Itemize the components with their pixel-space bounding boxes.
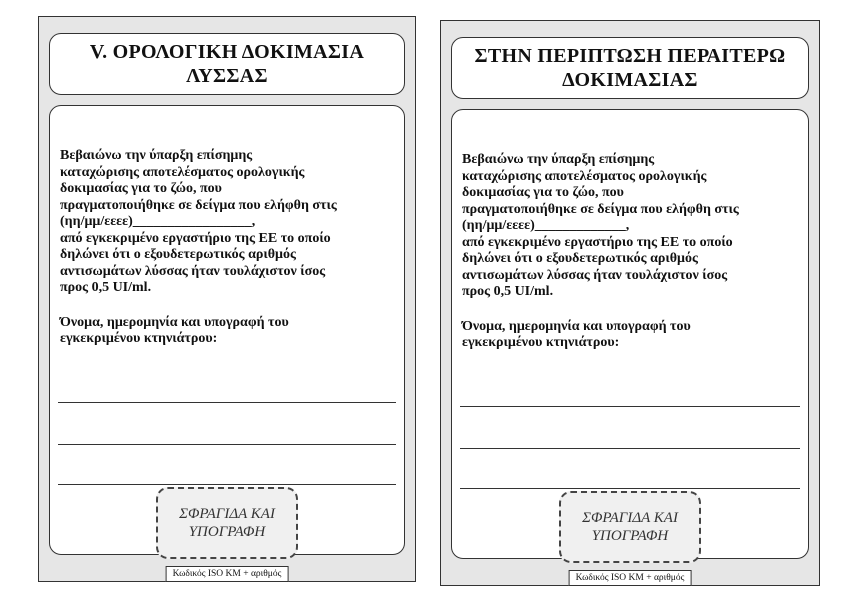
certification-line: αντισωμάτων λύσσας ήταν τουλάχιστον ίσος [462, 267, 728, 283]
stamp-label: ΣΦΡΑΓΙΔΑ ΚΑΙ [179, 506, 275, 522]
passport-page-further-test [440, 20, 820, 586]
sign-label-line: Όνομα, ημερομηνία και υπογραφή του [60, 314, 289, 330]
section-title: V. ΟΡΟΛΟΓΙΚΗ ΔΟΚΙΜΑΣΙΑ ΛΥΣΣΑΣ [89, 41, 365, 87]
date-field-line[interactable]: (ηη/μμ/εεεε)_________________, [60, 214, 256, 229]
certification-line: δοκιμασίας για το ζώο, που [60, 181, 222, 196]
certification-line: καταχώρισης αποτελέσματος ορολογικής [462, 168, 707, 184]
signature-line[interactable] [460, 406, 800, 407]
certification-line: από εγκεκριμένο εργαστήριο της ΕΕ το οποίο [462, 234, 733, 250]
certification-line: Βεβαιώνω την ύπαρξη επίσημης [462, 152, 655, 167]
sign-label-line: εγκεκριμένου κτηνιάτρου: [462, 335, 620, 350]
certification-line: πραγματοποιήθηκε σε δείγμα που ελήφθη στις [60, 197, 337, 213]
certification-line: αντισωμάτων λύσσας ήταν τουλάχιστον ίσος [60, 263, 326, 279]
certification-line: καταχώρισης αποτελέσματος ορολογικής [60, 164, 305, 180]
passport-page-rabies-test [38, 16, 416, 582]
signature-line[interactable] [58, 484, 396, 485]
certification-text [462, 152, 798, 301]
certification-line: προς 0,5 UI/ml. [462, 284, 554, 299]
stamp-label: ΥΠΟΓΡΑΦΗ [188, 524, 266, 540]
certification-line: πραγματοποιήθηκε σε δείγμα που ελήφθη στις [462, 201, 739, 217]
signature-line[interactable] [460, 488, 800, 489]
certification-line: από εγκεκριμένο εργαστήριο της ΕΕ το οποίο [60, 230, 331, 246]
certification-text [60, 148, 394, 297]
stamp-label: ΥΠΟΓΡΑΦΗ [591, 528, 669, 544]
signature-line[interactable] [58, 444, 396, 445]
certification-line: δηλώνει ότι ο εξουδετερωτικός αριθμός [462, 251, 698, 266]
stamp-signature-box[interactable] [559, 491, 701, 563]
section-title-box [451, 37, 809, 99]
signature-line[interactable] [460, 448, 800, 449]
certification-line: προς 0,5 UI/ml. [60, 280, 152, 295]
certification-line: Βεβαιώνω την ύπαρξη επίσημης [60, 148, 253, 163]
section-title-box [49, 33, 405, 95]
iso-code-label: Κωδικός ISO ΚΜ + αριθμός [166, 566, 289, 582]
date-field-line[interactable]: (ηη/μμ/εεεε)_____________, [462, 218, 630, 233]
stamp-signature-box[interactable] [156, 487, 298, 559]
certification-line: δηλώνει ότι ο εξουδετερωτικός αριθμός [60, 247, 296, 262]
veterinarian-sign-label [462, 319, 798, 352]
certification-line: δοκιμασίας για το ζώο, που [462, 185, 624, 200]
iso-code-label: Κωδικός ISO ΚΜ + αριθμός [569, 570, 692, 586]
stamp-label: ΣΦΡΑΓΙΔΑ ΚΑΙ [582, 510, 678, 526]
signature-line[interactable] [58, 402, 396, 403]
section-title: ΣΤΗΝ ΠΕΡΙΠΤΩΣΗ ΠΕΡΑΙΤΕΡΩ ΔΟΚΙΜΑΣΙΑΣ [474, 45, 786, 91]
veterinarian-sign-label [60, 315, 394, 348]
sign-label-line: εγκεκριμένου κτηνιάτρου: [60, 331, 218, 346]
sign-label-line: Όνομα, ημερομηνία και υπογραφή του [462, 318, 691, 334]
